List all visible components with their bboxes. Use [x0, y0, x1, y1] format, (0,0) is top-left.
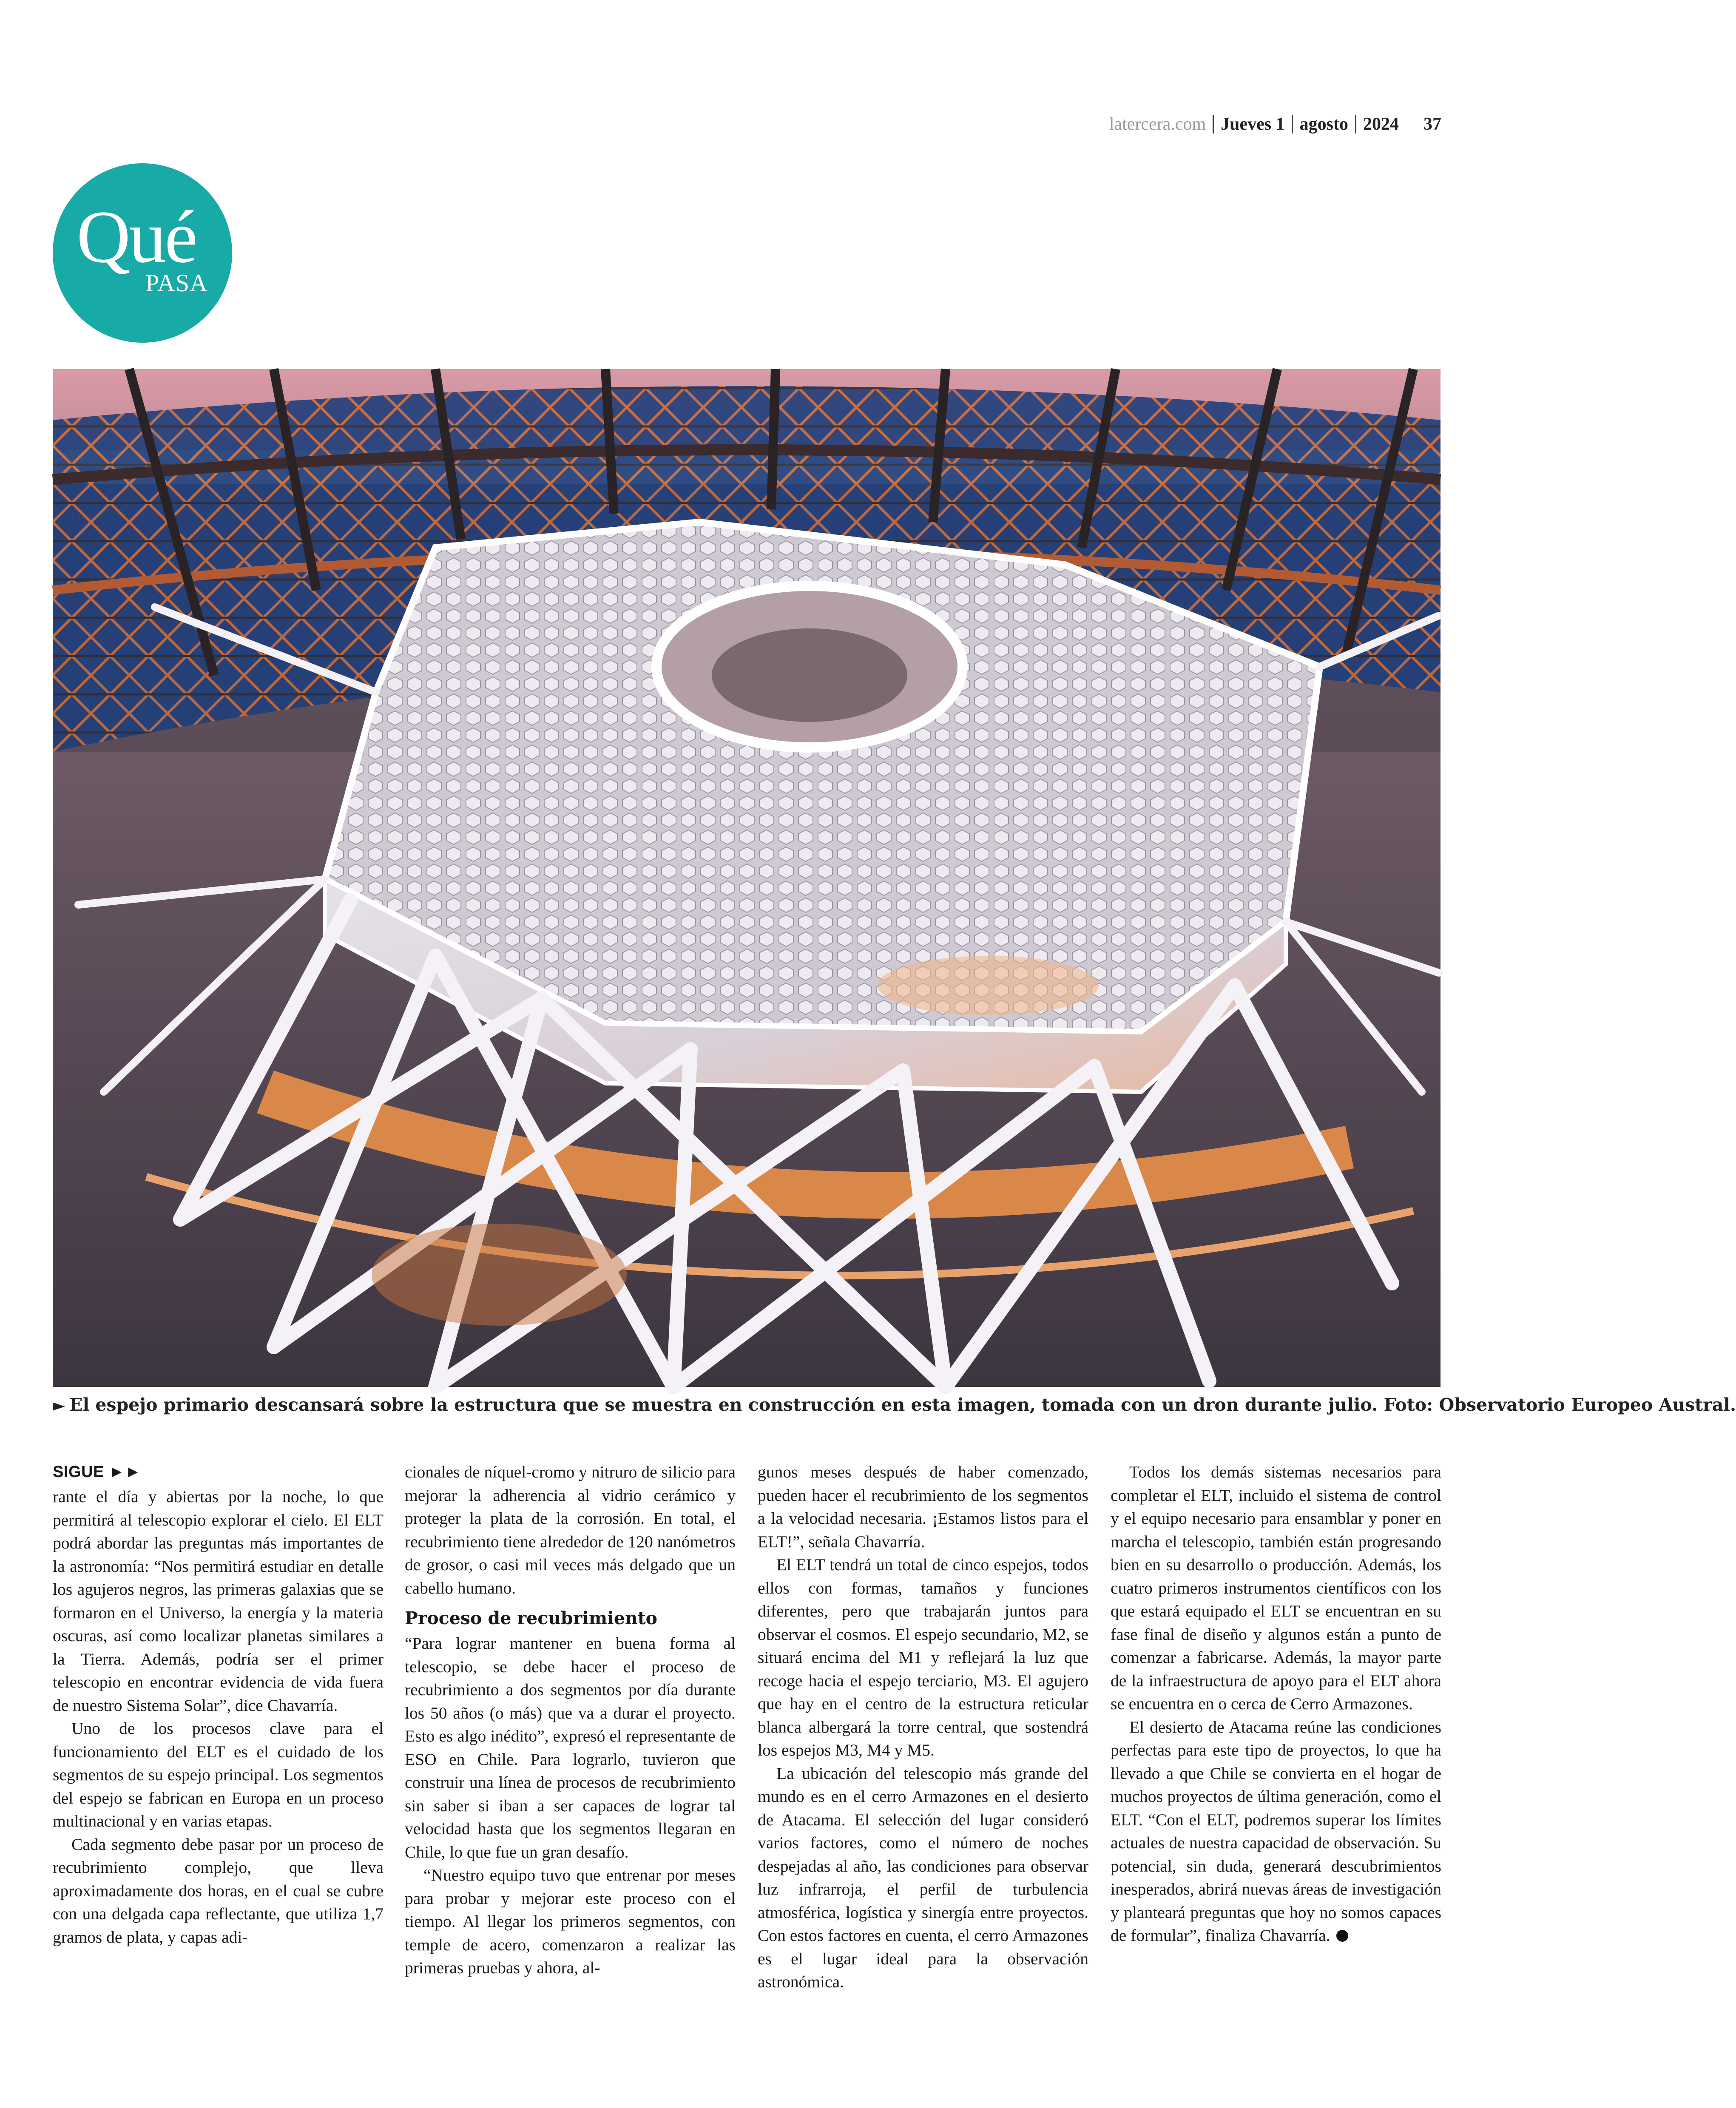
paragraph: Uno de los procesos clave para el funcionamiento del ELT es el cuidado de los segmentos de su espejo principal. Los segmentos del espejo se fabrican en Europa en un proceso multinacional y en varias etapas. [53, 1719, 384, 1830]
section-badge [53, 163, 232, 343]
paragraph: “Para lograr mantener en buena forma al telescopio, se debe hacer el proceso de recubrimiento a dos segmentos por día durante los 50 años (o más) que va a durar el proyecto. Esto es algo inédito”, expresó el representante de ESO en Chile. Para lograrlo, tuvieron que construir una línea de procesos de recubrimiento sin saber si iban a ser capaces de lograr tal velocidad hasta que los segmentos llegaran en Chile, lo que fue un gran desafío. [405, 1634, 736, 1861]
paragraph: gunos meses después de haber comenzado, pueden hacer el recubrimiento de los segmentos a la velocidad necesaria. ¡Estamos listos para el ELT!”, señala Chavarría. [758, 1463, 1088, 1551]
paragraph-text: El desierto de Atacama reúne las condiciones perfectas para este tipo de proyectos, lo que ha llevado a que Chile se convierta en el hogar de muchos proyectos de última generación, como el ELT. “Con el ELT, podremos superar los límites actuales de nuestra capacidad de observación. Su potencial, sin duda, generará descubrimientos inesperados, abrirá nuevas áreas de investigación y planteará preguntas que hoy no somos capaces de formular”, finaliza Chavarría. [1111, 1717, 1441, 1945]
article-column-1 [53, 1460, 384, 1949]
section-badge-sub: PASA [145, 269, 208, 297]
paragraph: Cada segmento debe pasar por un proceso de recubrimiento complejo, que lleva aproximadamente dos horas, en el cual se cubre con una delgada capa reflectante, que utiliza 1,7 gramos de plata, y capas adi- [53, 1835, 384, 1946]
site-name[interactable]: latercera.com [1109, 114, 1206, 134]
date-day: Jueves 1 [1221, 114, 1285, 134]
paragraph: La ubicación del telescopio más grande del mundo es en el cerro Armazones en el desierto de Atacama. El selección del lugar consideró varios factores, como el número de noches despejadas al año, las condiciones para observar luz infrarroja, el perfil de turbulencia atmosférica, logística y sinergía entre proyectos. Con estos factores en cuenta, el cerro Armazones es el lugar ideal para la observación astronómica. [758, 1764, 1088, 1991]
page-header [1109, 114, 1441, 134]
page-number: 37 [1423, 114, 1441, 134]
article-column-3 [758, 1460, 1088, 1994]
date-year: 2024 [1363, 114, 1399, 134]
photo-caption [53, 1395, 1736, 1415]
continued-marker: SIGUE ►► [53, 1463, 142, 1481]
caption-arrow-icon: ► [53, 1395, 65, 1415]
paragraph: “Nuestro equipo tuvo que entrenar por meses para probar y mejorar este proceso con el tiempo. Al llegar los primeros segmentos, con temple de acero, comenzaron a realizar las primeras pruebas y ahora, al- [405, 1866, 736, 1977]
paragraph: rante el día y abiertas por la noche, lo que permitirá al telescopio explorar el cielo. El ELT podrá abordar las preguntas más importantes de la astronomía: “Nos permitirá estudiar en detalle los agujeros negros, las primeras galaxias que se formaron en el Universo, la energía y la materia oscuras, así como localizar planetas similares a la Tierra. Además, podría ser el primer telescopio en encontrar evidencia de vida fuera de nuestro Sistema Solar”, dice Chavarría. [53, 1487, 384, 1715]
paragraph [1111, 1716, 1441, 1947]
section-badge-main: Qué [77, 196, 196, 278]
divider [1355, 115, 1356, 134]
caption-text: El espejo primario descansará sobre la estructura que se muestra en construcción en esta imagen, tomada con un dron durante julio. Foto: Observatorio Europeo Austral. [69, 1395, 1736, 1415]
divider [1292, 115, 1293, 134]
article-column-2 [405, 1460, 736, 1980]
paragraph: cionales de níquel-cromo y nitruro de silicio para mejorar la adherencia al vidrio cerámico y proteger la plata de la corrosión. En total, el recubrimiento tiene alrededor de 120 nanómetros de grosor, o casi mil veces más delgado que un cabello humano. [405, 1463, 736, 1597]
telescope-structure-photo [53, 369, 1441, 1387]
date-month: agosto [1299, 114, 1348, 134]
paragraph: Todos los demás sistemas necesarios para completar el ELT, incluido el sistema de control y el equipo necesario para ensamblar y poner en marcha el telescopio, también están progresando bien en su desarrollo o producción. Además, los cuatro primeros instrumentos científicos con los que estará equipado el ELT se encuentran en su fase final de diseño y algunos están a punto de comenzar a fabricarse. Además, la mayor parte de la infraestructura de apoyo para el ELT ahora se encuentra en o cerca de Cerro Armazones. [1111, 1463, 1441, 1713]
divider [1213, 115, 1214, 134]
paragraph: El ELT tendrá un total de cinco espejos, todos ellos con formas, tamaños y funciones diferentes, pero que trabajarán juntos para observar el cosmos. El espejo secundario, M2, se situará encima del M1 y reflejará la luz que recoge hacia el espejo terciario, M3. El agujero que hay en el centro de la estructura reticular blanca albergará la torre central, que sostendrá los espejos M3, M4 y M5. [758, 1555, 1088, 1759]
end-of-article-icon [1336, 1930, 1348, 1942]
subheading: Proceso de recubrimiento [405, 1608, 657, 1628]
article-column-4 [1111, 1460, 1441, 1947]
